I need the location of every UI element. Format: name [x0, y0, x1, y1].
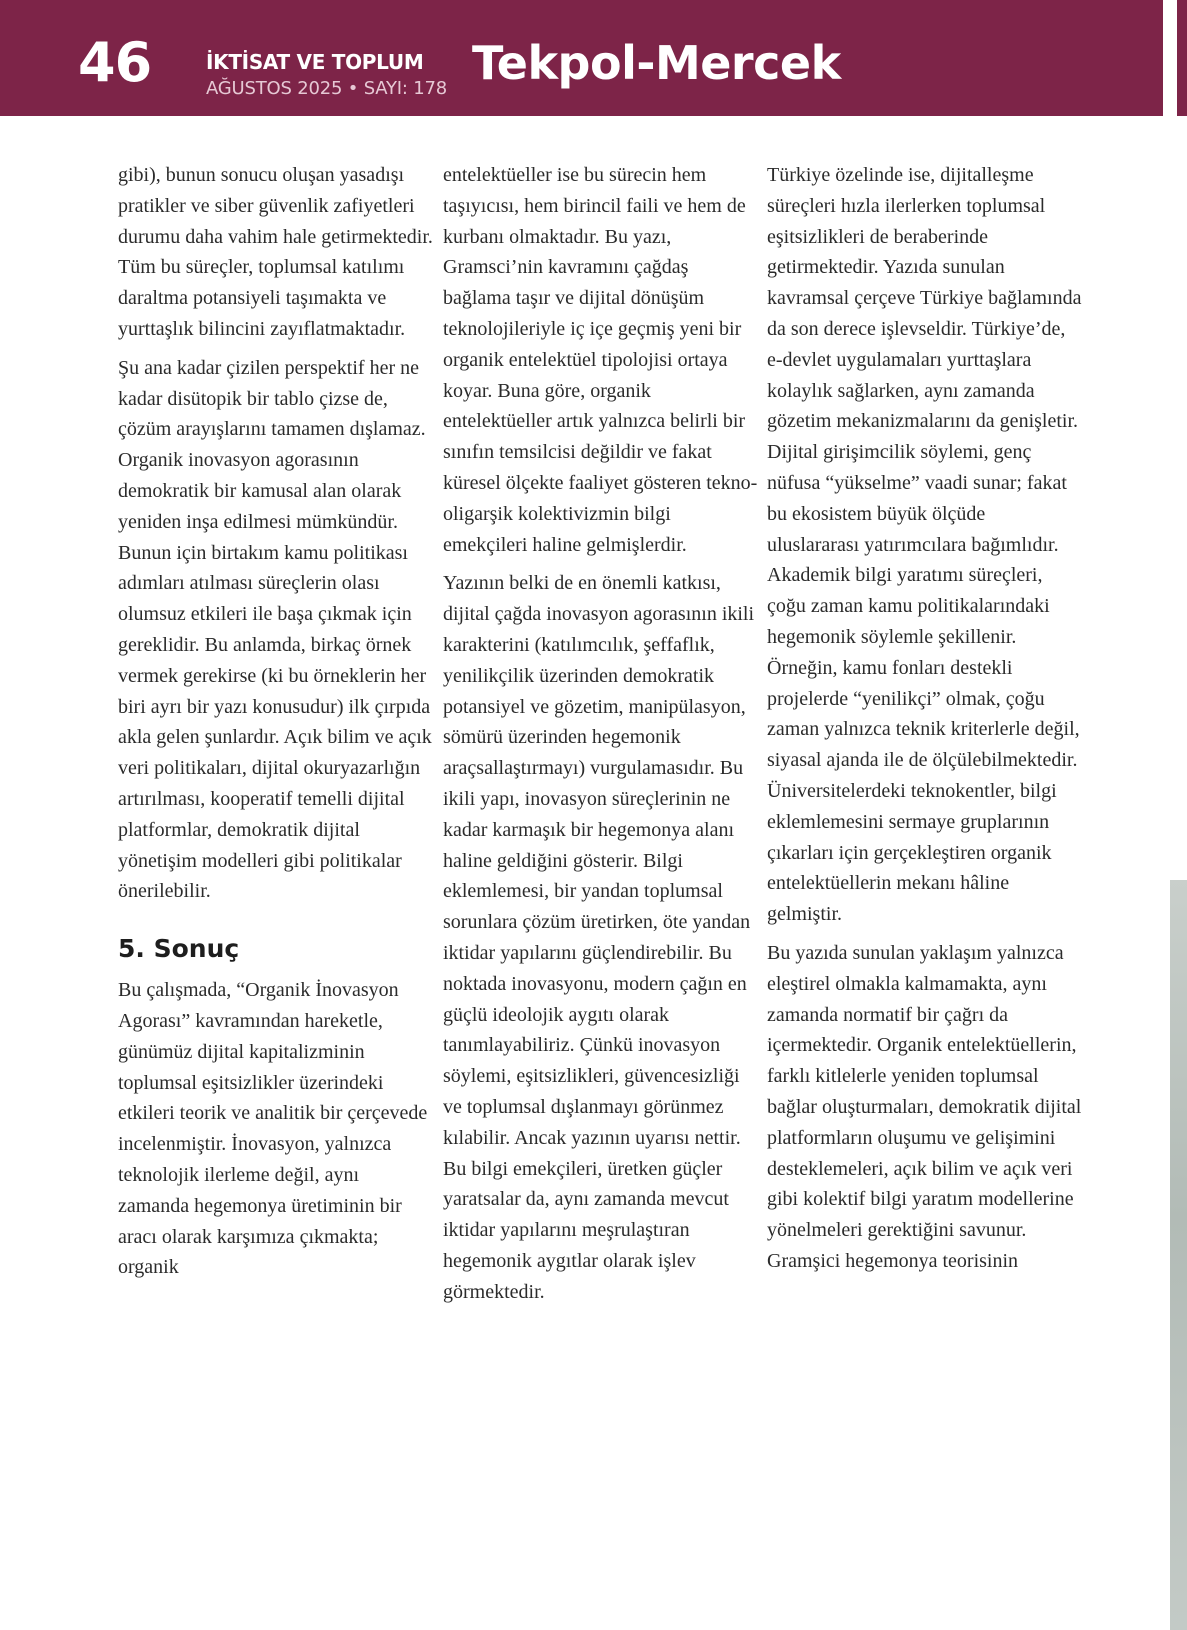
- paragraph: Yazının belki de en önemli katkısı, dijital çağda inovasyon agorasının ikili karakterini (katılımcılık, şeffaflık, yenilikçilik üzerinden demokratik potansiyel ve gözetim, manipülasyon, sömürü üzerinden hegemonik araçsallaştırmayı) vurgulamasıdır. Bu ikili yapı, inovasyon süreçlerinin ne kadar karmaşık bir hegemonya alanı haline geldiğini gösterir. Bilgi eklemlemesi, bir yandan toplumsal sorunlara çözüm üretirken, öte yandan iktidar yapılarını güçlendirebilir. Bu noktada inovasyonu, modern çağın en güçlü ideolojik aygıtı olarak tanımlayabiliriz. Çünkü inovasyon söylemi, eşitsizlikleri, güvencesizliği ve toplumsal dışlanmayı görünmez kılabilir. Ancak yazının uyarısı nettir. Bu bilgi emekçileri, üretken güçler yaratsalar da, aynı zamanda mevcut iktidar yapılarını meşrulaştıran hegemonik aygıtlar olarak işlev görmektedir.: [443, 572, 755, 1303]
- paragraph: gibi), bunun sonucu oluşan yasadışı pratikler ve siber güvenlik zafiyetleri durumu daha vahim hale getirmektedir. Tüm bu süreçler, toplumsal katılımı daraltma potansiyeli taşımakta ve yurttaşlık bilincini zayıflatmaktadır.: [118, 164, 433, 340]
- text-column-2: [443, 160, 758, 1315]
- issue-info: AĞUSTOS 2025 • SAYI: 178: [206, 78, 448, 99]
- decorative-edge-strip: [1170, 880, 1187, 1630]
- paragraph: entelektüeller ise bu sürecin hem taşıyıcısı, hem birincil faili ve hem de kurbanı olmaktadır. Bu yazı, Gramsci’nin kavramını çağdaş bağlama taşır ve dijital dönüşüm teknolojileriyle iç içe geçmiş yeni bir organik entelektüel tipolojisi ortaya koyar. Buna göre, organik entelektüeller artık yalnızca belirli bir sınıfın temsilcisi değildir ve fakat küresel ölçekte faaliyet gösteren tekno-oligarşik kolektivizmin bilgi emekçileri haline gelmişlerdir.: [443, 164, 758, 556]
- paragraph: Bu çalışmada, “Organik İnovasyon Agorası” kavramından hareketle, günümüz dijital kapitalizminin toplumsal eşitsizlikler üzerindeki etkileri teorik ve analitik bir çerçevede incelenmiştir. İnovasyon, yalnızca teknolojik ilerleme değil, aynı zamanda hegemonya üretiminin bir aracı olarak karşımıza çıkmakta; organik: [118, 979, 428, 1279]
- text-column-1: [118, 160, 433, 1291]
- paragraph: Şu ana kadar çizilen perspektif her ne kadar disütopik bir tablo çizse de, çözüm arayışlarını tamamen dışlamaz. Organik inovasyon agorasının demokratik bir kamusal alan olarak yeniden inşa edilmesi mümkündür. Bunun için birtakım kamu politikası adımları atılması süreçlerin olası olumsuz etkileri ile başa çıkmak için gereklidir. Bu anlamda, birkaç örnek vermek gerekirse (ki bu örneklerin her biri ayrı bir yazı konusudur) ilk çırpıda akla gelen şunlardır. Açık bilim ve açık veri politikaları, dijital okuryazarlığın artırılması, kooperatif temelli dijital platformlar, demokratik dijital yönetişim modelleri gibi politikalar önerilebilir.: [118, 356, 432, 903]
- paragraph: Türkiye özelinde ise, dijitalleşme süreçleri hızla ilerlerken toplumsal eşitsizlikleri de beraberinde getirmektedir. Yazıda sunulan kavramsal çerçeve Türkiye bağlamında da son derece işlevseldir. Türkiye’de, e-devlet uygulamaları yurttaşlara kolaylık sağlarken, aynı zamanda gözetim mekanizmalarını da genişletir. Dijital girişimcilik söylemi, genç nüfusa “yükselme” vaadi sunar; fakat bu ekosistem büyük ölçüde uluslararası yatırımcılara bağımlıdır. Akademik bilgi yaratımı süreçleri, çoğu zaman kamu politikalarındaki hegemonik söylemle şekillenir. Örneğin, kamu fonları destekli projelerde “yenilikçi” olmak, çoğu zaman yalnızca teknik kriterlerle değil, siyasal ajanda ile de ölçülebilmektedir. Üniversitelerdeki teknokentler, bilgi eklemlemesini sermaye gruplarının çıkarları için gerçekleştiren organik entelektüellerin mekanı hâline gelmiştir.: [767, 164, 1082, 926]
- section-title: Tekpol-Mercek: [472, 36, 841, 90]
- section-heading: 5. Sonuç: [118, 934, 240, 964]
- publication-title: İKTİSAT VE TOPLUM: [206, 50, 424, 74]
- text-column-3: [767, 160, 1082, 1285]
- paragraph: Bu yazıda sunulan yaklaşım yalnızca eleştirel olmakla kalmamakta, aynı zamanda normatif bir çağrı da içermektedir. Organik entelektüellerin, farklı kitlelerle yeniden toplumsal bağlar oluşturmaları, demokratik dijital platformların oluşumu ve gelişimini desteklemeleri, açık bilim ve açık veri gibi kolektif bilgi yaratım modellerine yönelmeleri gerektiğini savunur. Gramşici hegemonya teorisinin: [767, 941, 1082, 1272]
- header-edge: [1177, 0, 1187, 116]
- page-number: 46: [78, 31, 152, 94]
